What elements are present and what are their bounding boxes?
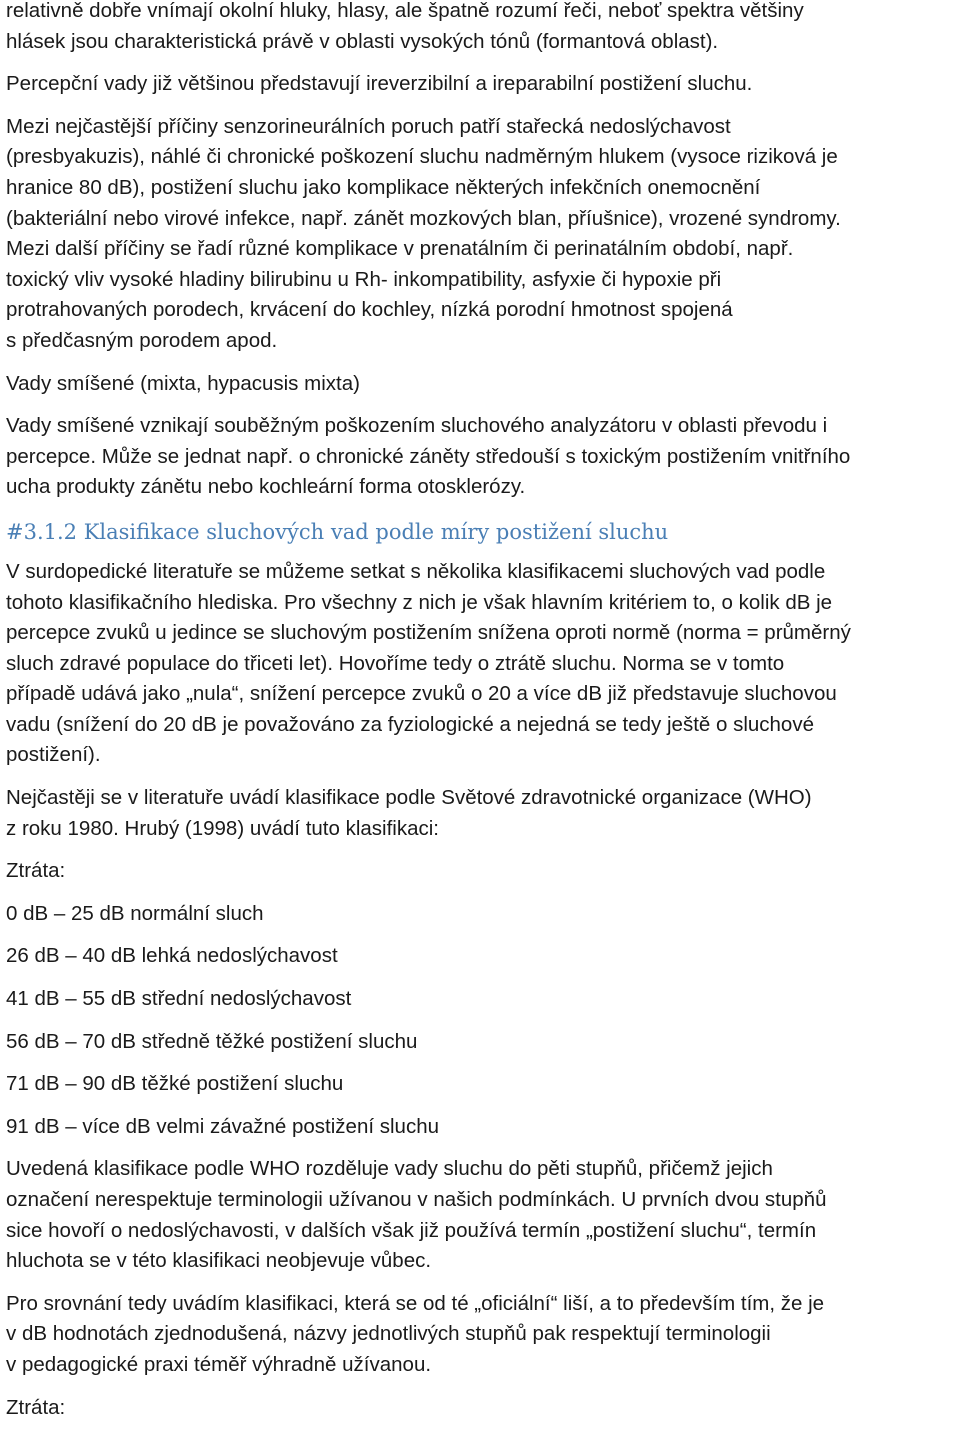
text-line: Percepční vady již většinou představují ireverzibilní a ireparabilní postižení sluchu.: [6, 72, 753, 96]
paragraph-7: [6, 1154, 960, 1276]
text-line: Pro srovnání tedy uvádím klasifikaci, která se od té „oficiální“ liší, a to především tím, že je: [6, 1291, 825, 1315]
text-line: sice hovoří o nedoslýchavosti, v dalších však již používá termín „postižení sluchu“, termín: [6, 1218, 817, 1242]
text-line: V surdopedické literatuře se můžeme setkat s několika klasifikacemi sluchových vad podle: [6, 559, 826, 583]
paragraph-6: [6, 783, 960, 844]
section-heading: #3.1.2 Klasifikace sluchových vad podle míry postižení sluchu: [6, 519, 669, 544]
classification-item: 41 dB – 55 dB střední nedoslýchavost: [6, 987, 352, 1011]
paragraph-4: [6, 411, 960, 503]
text-line: hranice 80 dB), postižení sluchu jako komplikace některých infekčních onemocnění: [6, 175, 761, 199]
text-line: toxický vliv vysoké hladiny bilirubinu u Rh- inkompatibility, asfyxie či hypoxie při: [6, 267, 722, 291]
paragraph-5: [6, 557, 960, 771]
text-line: vadu (snížení do 20 dB je považováno za fyziologické a nejedná se tedy ještě o sluchové: [6, 712, 814, 736]
classification-item: 91 dB – více dB velmi závažné postižení sluchu: [6, 1114, 440, 1138]
text-line: relativně dobře vnímají okolní hluky, hlasy, ale špatně rozumí řeči, neboť spektra většiny: [6, 0, 804, 22]
paragraph-1: [6, 0, 960, 100]
classification-item: 0 dB – 25 dB normální sluch: [6, 901, 264, 925]
paragraph-8: [6, 1289, 960, 1381]
text-line: (bakteriální nebo virové infekce, např. zánět mozkových blan, příušnice), vrozené syndromy.: [6, 206, 841, 230]
text-line: v dB hodnotách zjednodušená, názvy jednotlivých stupňů pak respektují terminologii: [6, 1322, 771, 1346]
text-line: Uvedená klasifikace podle WHO rozděluje vady sluchu do pěti stupňů, přičemž jejich: [6, 1157, 773, 1181]
classification-item: 56 dB – 70 dB středně těžké postižení sluchu: [6, 1029, 418, 1053]
text-line: Vady smíšené (mixta, hypacusis mixta): [6, 371, 360, 395]
paragraph-2: [6, 112, 960, 357]
text-line: Mezi nejčastější příčiny senzorineurálních poruch patří stařecká nedoslýchavost: [6, 114, 731, 138]
text-line: hlásek jsou charakteristická právě v oblasti vysokých tónů (formantová oblast).: [6, 29, 719, 53]
text-line: percepce zvuků u jedince se sluchovým postižením snížena oproti normě (norma = průměrný: [6, 621, 851, 645]
text-line: postižení).: [6, 743, 101, 767]
text-line: sluch zdravé populace do třiceti let). Hovoříme tedy o ztrátě sluchu. Norma se v tomto: [6, 651, 785, 675]
text-line: Nejčastěji se v literatuře uvádí klasifikace podle Světové zdravotnické organizace (WHO): [6, 786, 812, 810]
text-line: s předčasným porodem apod.: [6, 328, 278, 352]
paragraph-3: [6, 369, 960, 400]
loss-label: Ztráta:: [6, 1395, 66, 1419]
text-line: percepce. Může se jednat např. o chronické záněty středouší s toxickým postižením vnitřního: [6, 444, 851, 468]
text-line: (presbyakuzis), náhlé či chronické poškození sluchu nadměrným hlukem (vysoce riziková je: [6, 145, 838, 169]
loss-label: Ztráta:: [6, 859, 66, 883]
text-line: protrahovaných porodech, krvácení do kochley, nízká porodní hmotnost spojená: [6, 298, 733, 322]
text-line: ucha produkty zánětu nebo kochleární forma otosklerózy.: [6, 475, 526, 499]
classification-item: 71 dB – 90 dB těžké postižení sluchu: [6, 1072, 344, 1096]
classification-item: 26 dB – 40 dB lehká nedoslýchavost: [6, 944, 338, 968]
text-line: Mezi další příčiny se řadí různé komplikace v prenatálním či perinatálním období, např.: [6, 237, 794, 261]
text-line: hluchota se v této klasifikaci neobjevuje vůbec.: [6, 1249, 432, 1273]
text-line: označení nerespektuje terminologii užívanou v našich podmínkách. U prvních dvou stupňů: [6, 1188, 827, 1211]
text-line: Vady smíšené vznikají souběžným poškozením sluchového analyzátoru v oblasti převodu i: [6, 414, 828, 438]
text-line: případě udává jako „nula“, snížení percepce zvuků o 20 a více dB již představuje sluchovou: [6, 682, 837, 706]
text-line: z roku 1980. Hrubý (1998) uvádí tuto klasifikaci:: [6, 816, 439, 840]
text-line: v pedagogické praxi téměř výhradně užívanou.: [6, 1352, 432, 1376]
text-line: tohoto klasifikačního hlediska. Pro všechny z nich je však hlavním kritériem to, o kolik dB je: [6, 590, 833, 614]
